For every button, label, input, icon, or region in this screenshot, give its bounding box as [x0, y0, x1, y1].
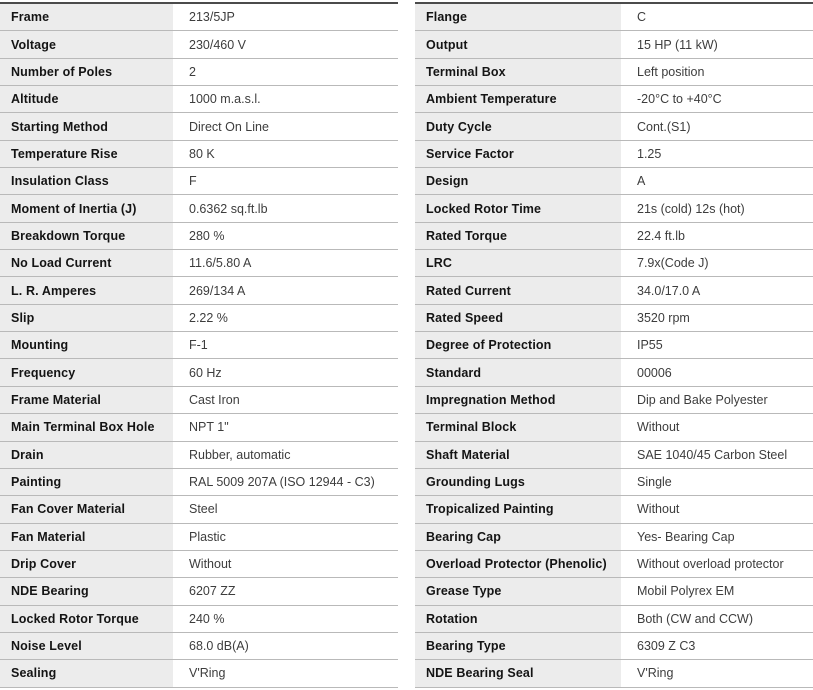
spec-label: Drip Cover [0, 551, 173, 577]
spec-label: Starting Method [0, 113, 173, 139]
spec-value: Without overload protector [637, 557, 784, 572]
spec-value: C [637, 10, 647, 25]
spec-label: Standard [415, 359, 621, 385]
spec-label: Degree of Protection [415, 332, 621, 358]
spec-row [0, 359, 398, 386]
spec-value: 68.0 dB(A) [189, 639, 249, 654]
spec-row [0, 442, 398, 469]
spec-value: -20°C to +40°C [637, 92, 722, 107]
spec-label: No Load Current [0, 250, 173, 276]
spec-row [415, 86, 813, 113]
spec-row [0, 414, 398, 441]
spec-row [415, 305, 813, 332]
spec-value: 80 K [189, 146, 215, 161]
spec-row [415, 332, 813, 359]
spec-value: 21s (cold) 12s (hot) [637, 201, 745, 216]
spec-row [415, 31, 813, 58]
spec-row [415, 168, 813, 195]
spec-row [0, 113, 398, 140]
spec-label: Sealing [0, 660, 173, 686]
spec-row [0, 59, 398, 86]
spec-label: Bearing Type [415, 633, 621, 659]
spec-label: Drain [0, 442, 173, 468]
spec-value: 0.6362 sq.ft.lb [189, 201, 268, 216]
spec-label: Locked Rotor Torque [0, 606, 173, 632]
spec-row [415, 359, 813, 386]
spec-value: Direct On Line [189, 119, 269, 134]
spec-row [0, 141, 398, 168]
spec-value: 00006 [637, 365, 672, 380]
spec-label: Grease Type [415, 578, 621, 604]
spec-row [0, 31, 398, 58]
spec-value: IP55 [637, 338, 663, 353]
spec-row [415, 387, 813, 414]
spec-row [0, 496, 398, 523]
spec-value: Cast Iron [189, 392, 240, 407]
spec-value: NPT 1" [189, 420, 229, 435]
spec-label: Impregnation Method [415, 387, 621, 413]
spec-row [0, 195, 398, 222]
spec-value: 269/134 A [189, 283, 246, 298]
spec-value: Left position [637, 64, 705, 79]
spec-row [0, 578, 398, 605]
spec-value: Without [189, 557, 232, 572]
spec-row [0, 4, 398, 31]
spec-value: 34.0/17.0 A [637, 283, 701, 298]
spec-value: Rubber, automatic [189, 447, 291, 462]
spec-value: 2.22 % [189, 310, 228, 325]
spec-value: 6309 Z C3 [637, 639, 696, 654]
spec-label: L. R. Amperes [0, 277, 173, 303]
spec-label: Painting [0, 469, 173, 495]
spec-value: RAL 5009 207A (ISO 12944 - C3) [189, 475, 375, 490]
spec-label: Bearing Cap [415, 524, 621, 550]
spec-value: F-1 [189, 338, 208, 353]
spec-label: Terminal Block [415, 414, 621, 440]
spec-row [0, 469, 398, 496]
spec-row [415, 606, 813, 633]
spec-row [415, 195, 813, 222]
spec-value: V'Ring [637, 666, 674, 681]
spec-label: NDE Bearing Seal [415, 660, 621, 686]
spec-value: A [637, 174, 646, 189]
spec-table-left [0, 2, 398, 688]
spec-row [415, 59, 813, 86]
spec-label: Grounding Lugs [415, 469, 621, 495]
spec-value: 213/5JP [189, 10, 235, 25]
spec-row [415, 4, 813, 31]
spec-label: Moment of Inertia (J) [0, 195, 173, 221]
spec-row [0, 660, 398, 687]
spec-row [0, 168, 398, 195]
spec-row [415, 141, 813, 168]
spec-row [415, 469, 813, 496]
spec-label: Mounting [0, 332, 173, 358]
spec-label: Breakdown Torque [0, 223, 173, 249]
spec-row [415, 414, 813, 441]
spec-label: Overload Protector (Phenolic) [415, 551, 621, 577]
spec-value: 22.4 ft.lb [637, 228, 685, 243]
spec-label: Flange [415, 4, 621, 30]
spec-value: Plastic [189, 529, 226, 544]
spec-label: Altitude [0, 86, 173, 112]
spec-value: Single [637, 475, 672, 490]
spec-value: 60 Hz [189, 365, 222, 380]
spec-label: Rated Torque [415, 223, 621, 249]
spec-row [0, 250, 398, 277]
spec-row [415, 113, 813, 140]
spec-row [0, 305, 398, 332]
spec-row [0, 332, 398, 359]
spec-value: Without [637, 420, 680, 435]
spec-value: Steel [189, 502, 218, 517]
spec-value: 230/460 V [189, 37, 246, 52]
spec-row [0, 387, 398, 414]
spec-label: Insulation Class [0, 168, 173, 194]
spec-label: Voltage [0, 31, 173, 57]
spec-row [0, 633, 398, 660]
spec-value: 280 % [189, 228, 225, 243]
spec-row [415, 250, 813, 277]
spec-value: Both (CW and CCW) [637, 611, 753, 626]
spec-label: Design [415, 168, 621, 194]
spec-value: Yes- Bearing Cap [637, 529, 735, 544]
spec-row [0, 223, 398, 250]
spec-value: 7.9x(Code J) [637, 256, 709, 271]
spec-label: Shaft Material [415, 442, 621, 468]
spec-label: Terminal Box [415, 59, 621, 85]
spec-value: Cont.(S1) [637, 119, 691, 134]
spec-table-right [415, 2, 813, 688]
spec-row [0, 277, 398, 304]
spec-row [415, 277, 813, 304]
spec-value: 6207 ZZ [189, 584, 236, 599]
spec-label: Tropicalized Painting [415, 496, 621, 522]
spec-value: SAE 1040/45 Carbon Steel [637, 447, 788, 462]
spec-value: 15 HP (11 kW) [637, 37, 718, 52]
spec-row [415, 442, 813, 469]
spec-row [415, 660, 813, 687]
spec-row [0, 524, 398, 551]
spec-value: Dip and Bake Polyester [637, 392, 768, 407]
spec-value: F [189, 174, 197, 189]
spec-label: Number of Poles [0, 59, 173, 85]
spec-row [415, 496, 813, 523]
spec-value: 11.6/5.80 A [189, 256, 252, 271]
spec-value: 1.25 [637, 146, 662, 161]
spec-label: Frame Material [0, 387, 173, 413]
spec-value: 3520 rpm [637, 310, 690, 325]
spec-label: Temperature Rise [0, 141, 173, 167]
spec-label: Fan Material [0, 524, 173, 550]
spec-row [415, 551, 813, 578]
spec-value: 2 [189, 64, 196, 79]
spec-value: 240 % [189, 611, 225, 626]
spec-row [415, 524, 813, 551]
spec-label: Output [415, 31, 621, 57]
spec-label: Rated Current [415, 277, 621, 303]
spec-label: Frame [0, 4, 173, 30]
spec-value: Mobil Polyrex EM [637, 584, 735, 599]
spec-label: Fan Cover Material [0, 496, 173, 522]
spec-label: Ambient Temperature [415, 86, 621, 112]
spec-label: Frequency [0, 359, 173, 385]
spec-value: 1000 m.a.s.l. [189, 92, 261, 107]
spec-row [0, 606, 398, 633]
spec-label: LRC [415, 250, 621, 276]
spec-label: Rotation [415, 606, 621, 632]
spec-row [415, 223, 813, 250]
spec-label: Slip [0, 305, 173, 331]
spec-label: Locked Rotor Time [415, 195, 621, 221]
spec-value: V'Ring [189, 666, 226, 681]
spec-row [415, 633, 813, 660]
spec-label: NDE Bearing [0, 578, 173, 604]
spec-value: Without [637, 502, 680, 517]
spec-label: Duty Cycle [415, 113, 621, 139]
spec-row [415, 578, 813, 605]
spec-label: Rated Speed [415, 305, 621, 331]
spec-row [0, 86, 398, 113]
spec-label: Main Terminal Box Hole [0, 414, 173, 440]
spec-label: Service Factor [415, 141, 621, 167]
spec-label: Noise Level [0, 633, 173, 659]
spec-row [0, 551, 398, 578]
